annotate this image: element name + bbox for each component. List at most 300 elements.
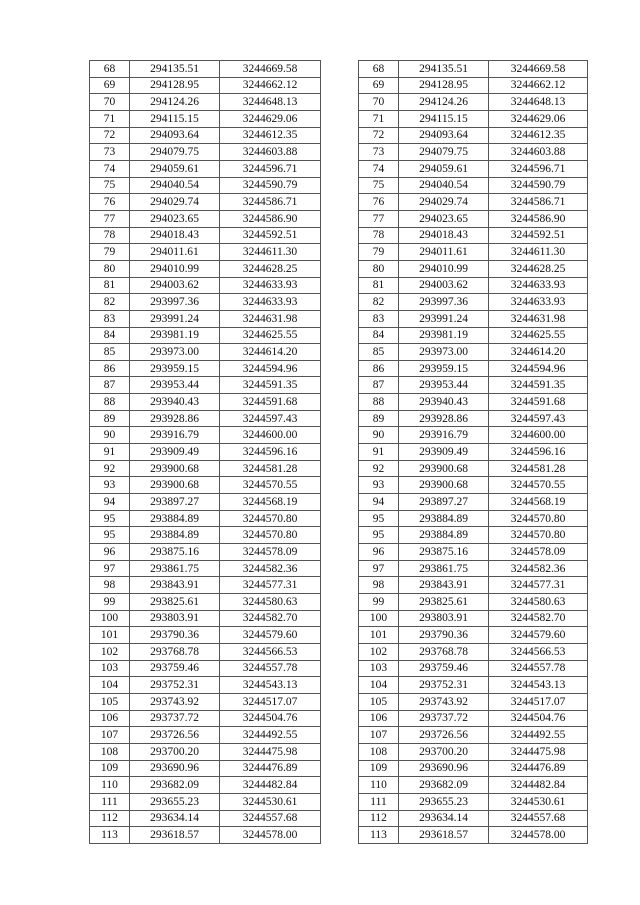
point-number-cell: 72 bbox=[359, 127, 399, 144]
point-number-cell: 70 bbox=[359, 94, 399, 111]
y-coordinate-cell: 3244596.71 bbox=[489, 160, 588, 177]
table-row bbox=[90, 827, 321, 844]
y-coordinate-cell: 3244581.28 bbox=[220, 460, 321, 477]
point-number-cell: 102 bbox=[90, 643, 130, 660]
point-number-cell: 71 bbox=[90, 110, 130, 127]
y-coordinate-cell: 3244577.31 bbox=[489, 577, 588, 594]
point-number-cell: 82 bbox=[359, 294, 399, 311]
x-coordinate-cell: 293726.56 bbox=[130, 727, 220, 744]
x-coordinate-cell: 293790.36 bbox=[399, 627, 489, 644]
x-coordinate-cell: 294124.26 bbox=[399, 94, 489, 111]
x-coordinate-cell: 294093.64 bbox=[399, 127, 489, 144]
x-coordinate-cell: 293897.27 bbox=[399, 494, 489, 511]
x-coordinate-cell: 293991.24 bbox=[399, 310, 489, 327]
table-row bbox=[359, 527, 588, 544]
point-number-cell: 86 bbox=[359, 360, 399, 377]
x-coordinate-cell: 294029.74 bbox=[130, 194, 220, 211]
point-number-cell: 106 bbox=[90, 710, 130, 727]
point-number-cell: 105 bbox=[90, 693, 130, 710]
point-number-cell: 74 bbox=[359, 160, 399, 177]
point-number-cell: 110 bbox=[359, 777, 399, 794]
point-number-cell: 111 bbox=[359, 793, 399, 810]
table-row bbox=[90, 627, 321, 644]
y-coordinate-cell: 3244492.55 bbox=[489, 727, 588, 744]
x-coordinate-cell: 293959.15 bbox=[130, 360, 220, 377]
table-row bbox=[359, 627, 588, 644]
table-row bbox=[359, 544, 588, 561]
table-row bbox=[90, 210, 321, 227]
table-row bbox=[90, 194, 321, 211]
table-row bbox=[90, 310, 321, 327]
x-coordinate-cell: 294010.99 bbox=[130, 260, 220, 277]
x-coordinate-cell: 293900.68 bbox=[130, 477, 220, 494]
x-coordinate-cell: 293634.14 bbox=[399, 810, 489, 827]
table-row bbox=[359, 177, 588, 194]
point-number-cell: 112 bbox=[90, 810, 130, 827]
table-row bbox=[359, 427, 588, 444]
y-coordinate-cell: 3244614.20 bbox=[220, 344, 321, 361]
y-coordinate-cell: 3244590.79 bbox=[489, 177, 588, 194]
y-coordinate-cell: 3244633.93 bbox=[220, 294, 321, 311]
point-number-cell: 104 bbox=[90, 677, 130, 694]
point-number-cell: 85 bbox=[359, 344, 399, 361]
x-coordinate-cell: 293682.09 bbox=[130, 777, 220, 794]
y-coordinate-cell: 3244579.60 bbox=[220, 627, 321, 644]
x-coordinate-cell: 294124.26 bbox=[130, 94, 220, 111]
x-coordinate-cell: 293959.15 bbox=[399, 360, 489, 377]
table-row bbox=[359, 810, 588, 827]
table-row bbox=[359, 710, 588, 727]
y-coordinate-cell: 3244629.06 bbox=[220, 110, 321, 127]
x-coordinate-cell: 293928.86 bbox=[130, 410, 220, 427]
table-row bbox=[359, 360, 588, 377]
x-coordinate-cell: 294011.61 bbox=[399, 244, 489, 261]
x-coordinate-cell: 293973.00 bbox=[130, 344, 220, 361]
point-number-cell: 110 bbox=[90, 777, 130, 794]
y-coordinate-cell: 3244625.55 bbox=[220, 327, 321, 344]
y-coordinate-cell: 3244476.89 bbox=[220, 760, 321, 777]
y-coordinate-cell: 3244612.35 bbox=[220, 127, 321, 144]
table-row bbox=[359, 344, 588, 361]
x-coordinate-cell: 293690.96 bbox=[399, 760, 489, 777]
point-number-cell: 79 bbox=[90, 244, 130, 261]
y-coordinate-cell: 3244504.76 bbox=[220, 710, 321, 727]
x-coordinate-cell: 293981.19 bbox=[399, 327, 489, 344]
y-coordinate-cell: 3244582.70 bbox=[220, 610, 321, 627]
table-row bbox=[90, 810, 321, 827]
x-coordinate-cell: 293790.36 bbox=[130, 627, 220, 644]
table-row bbox=[90, 693, 321, 710]
y-coordinate-cell: 3244492.55 bbox=[220, 727, 321, 744]
table-row bbox=[359, 277, 588, 294]
x-coordinate-cell: 293803.91 bbox=[130, 610, 220, 627]
point-number-cell: 94 bbox=[359, 494, 399, 511]
table-row bbox=[90, 244, 321, 261]
table-row bbox=[90, 610, 321, 627]
y-coordinate-cell: 3244628.25 bbox=[220, 260, 321, 277]
y-coordinate-cell: 3244530.61 bbox=[220, 793, 321, 810]
point-number-cell: 92 bbox=[359, 460, 399, 477]
x-coordinate-cell: 293981.19 bbox=[130, 327, 220, 344]
x-coordinate-cell: 293909.49 bbox=[399, 444, 489, 461]
table-row bbox=[90, 127, 321, 144]
y-coordinate-cell: 3244648.13 bbox=[489, 94, 588, 111]
x-coordinate-cell: 293884.89 bbox=[130, 527, 220, 544]
x-coordinate-cell: 293997.36 bbox=[130, 294, 220, 311]
x-coordinate-cell: 293861.75 bbox=[399, 560, 489, 577]
table-row bbox=[90, 94, 321, 111]
point-number-cell: 79 bbox=[359, 244, 399, 261]
point-number-cell: 95 bbox=[359, 527, 399, 544]
point-number-cell: 106 bbox=[359, 710, 399, 727]
table-row bbox=[359, 643, 588, 660]
table-row bbox=[90, 77, 321, 94]
point-number-cell: 78 bbox=[359, 227, 399, 244]
point-number-cell: 84 bbox=[359, 327, 399, 344]
y-coordinate-cell: 3244476.89 bbox=[489, 760, 588, 777]
x-coordinate-cell: 294018.43 bbox=[399, 227, 489, 244]
y-coordinate-cell: 3244557.78 bbox=[489, 660, 588, 677]
point-number-cell: 111 bbox=[90, 793, 130, 810]
y-coordinate-cell: 3244669.58 bbox=[489, 61, 588, 78]
x-coordinate-cell: 294079.75 bbox=[399, 144, 489, 161]
table-row bbox=[359, 560, 588, 577]
x-coordinate-cell: 294023.65 bbox=[399, 210, 489, 227]
x-coordinate-cell: 293768.78 bbox=[399, 643, 489, 660]
table-row bbox=[90, 594, 321, 611]
y-coordinate-cell: 3244633.93 bbox=[489, 294, 588, 311]
y-coordinate-cell: 3244614.20 bbox=[489, 344, 588, 361]
y-coordinate-cell: 3244586.90 bbox=[489, 210, 588, 227]
table-row bbox=[90, 144, 321, 161]
y-coordinate-cell: 3244557.78 bbox=[220, 660, 321, 677]
point-number-cell: 69 bbox=[359, 77, 399, 94]
y-coordinate-cell: 3244543.13 bbox=[489, 677, 588, 694]
table-row bbox=[90, 477, 321, 494]
table-row bbox=[359, 227, 588, 244]
x-coordinate-cell: 294023.65 bbox=[130, 210, 220, 227]
x-coordinate-cell: 294040.54 bbox=[399, 177, 489, 194]
x-coordinate-cell: 293953.44 bbox=[399, 377, 489, 394]
point-number-cell: 95 bbox=[90, 510, 130, 527]
point-number-cell: 104 bbox=[359, 677, 399, 694]
x-coordinate-cell: 293900.68 bbox=[399, 460, 489, 477]
table-row bbox=[359, 677, 588, 694]
y-coordinate-cell: 3244591.68 bbox=[489, 394, 588, 411]
y-coordinate-cell: 3244543.13 bbox=[220, 677, 321, 694]
y-coordinate-cell: 3244631.98 bbox=[489, 310, 588, 327]
y-coordinate-cell: 3244517.07 bbox=[220, 693, 321, 710]
table-row bbox=[90, 177, 321, 194]
table-row bbox=[359, 760, 588, 777]
y-coordinate-cell: 3244570.80 bbox=[489, 510, 588, 527]
point-number-cell: 107 bbox=[359, 727, 399, 744]
y-coordinate-cell: 3244475.98 bbox=[220, 743, 321, 760]
table-row bbox=[90, 360, 321, 377]
point-number-cell: 77 bbox=[359, 210, 399, 227]
table-row bbox=[359, 610, 588, 627]
table-row bbox=[90, 410, 321, 427]
table-row bbox=[90, 760, 321, 777]
point-number-cell: 109 bbox=[90, 760, 130, 777]
table-row bbox=[90, 460, 321, 477]
y-coordinate-cell: 3244596.16 bbox=[220, 444, 321, 461]
point-number-cell: 81 bbox=[90, 277, 130, 294]
point-number-cell: 75 bbox=[90, 177, 130, 194]
x-coordinate-cell: 294018.43 bbox=[130, 227, 220, 244]
point-number-cell: 100 bbox=[90, 610, 130, 627]
y-coordinate-cell: 3244596.16 bbox=[489, 444, 588, 461]
table-row bbox=[359, 327, 588, 344]
x-coordinate-cell: 294135.51 bbox=[130, 61, 220, 78]
point-number-cell: 80 bbox=[90, 260, 130, 277]
point-number-cell: 99 bbox=[90, 594, 130, 611]
x-coordinate-cell: 293618.57 bbox=[399, 827, 489, 844]
point-number-cell: 80 bbox=[359, 260, 399, 277]
x-coordinate-cell: 294059.61 bbox=[130, 160, 220, 177]
point-number-cell: 70 bbox=[90, 94, 130, 111]
point-number-cell: 90 bbox=[90, 427, 130, 444]
y-coordinate-cell: 3244592.51 bbox=[489, 227, 588, 244]
table-row bbox=[90, 727, 321, 744]
point-number-cell: 101 bbox=[90, 627, 130, 644]
x-coordinate-cell: 293655.23 bbox=[399, 793, 489, 810]
point-number-cell: 108 bbox=[359, 743, 399, 760]
table-row bbox=[359, 377, 588, 394]
y-coordinate-cell: 3244570.55 bbox=[489, 477, 588, 494]
y-coordinate-cell: 3244631.98 bbox=[220, 310, 321, 327]
table-row bbox=[90, 227, 321, 244]
y-coordinate-cell: 3244578.00 bbox=[220, 827, 321, 844]
y-coordinate-cell: 3244603.88 bbox=[489, 144, 588, 161]
point-number-cell: 100 bbox=[359, 610, 399, 627]
x-coordinate-cell: 293743.92 bbox=[399, 693, 489, 710]
point-number-cell: 109 bbox=[359, 760, 399, 777]
x-coordinate-cell: 293825.61 bbox=[399, 594, 489, 611]
point-number-cell: 86 bbox=[90, 360, 130, 377]
point-number-cell: 76 bbox=[90, 194, 130, 211]
point-number-cell: 76 bbox=[359, 194, 399, 211]
point-number-cell: 94 bbox=[90, 494, 130, 511]
table-row bbox=[359, 410, 588, 427]
y-coordinate-cell: 3244578.09 bbox=[220, 544, 321, 561]
y-coordinate-cell: 3244557.68 bbox=[220, 810, 321, 827]
table-row bbox=[359, 94, 588, 111]
x-coordinate-cell: 293726.56 bbox=[399, 727, 489, 744]
x-coordinate-cell: 293700.20 bbox=[399, 743, 489, 760]
point-number-cell: 103 bbox=[359, 660, 399, 677]
x-coordinate-cell: 293700.20 bbox=[130, 743, 220, 760]
y-coordinate-cell: 3244633.93 bbox=[220, 277, 321, 294]
table-row bbox=[90, 743, 321, 760]
x-coordinate-cell: 293843.91 bbox=[130, 577, 220, 594]
y-coordinate-cell: 3244577.31 bbox=[220, 577, 321, 594]
point-number-cell: 97 bbox=[90, 560, 130, 577]
table-row bbox=[359, 743, 588, 760]
x-coordinate-cell: 294115.15 bbox=[130, 110, 220, 127]
table-row bbox=[90, 577, 321, 594]
table-row bbox=[359, 510, 588, 527]
point-number-cell: 113 bbox=[90, 827, 130, 844]
x-coordinate-cell: 293825.61 bbox=[130, 594, 220, 611]
x-coordinate-cell: 294029.74 bbox=[399, 194, 489, 211]
y-coordinate-cell: 3244591.35 bbox=[489, 377, 588, 394]
point-number-cell: 84 bbox=[90, 327, 130, 344]
point-number-cell: 89 bbox=[359, 410, 399, 427]
table-row bbox=[359, 660, 588, 677]
coordinate-table-left bbox=[89, 60, 321, 844]
table-row bbox=[359, 777, 588, 794]
x-coordinate-cell: 293682.09 bbox=[399, 777, 489, 794]
point-number-cell: 93 bbox=[90, 477, 130, 494]
x-coordinate-cell: 293768.78 bbox=[130, 643, 220, 660]
table-row bbox=[359, 244, 588, 261]
x-coordinate-cell: 294011.61 bbox=[130, 244, 220, 261]
coordinate-table-left-body bbox=[90, 61, 321, 844]
point-number-cell: 78 bbox=[90, 227, 130, 244]
y-coordinate-cell: 3244625.55 bbox=[489, 327, 588, 344]
y-coordinate-cell: 3244566.53 bbox=[220, 643, 321, 660]
x-coordinate-cell: 294040.54 bbox=[130, 177, 220, 194]
x-coordinate-cell: 294135.51 bbox=[399, 61, 489, 78]
point-number-cell: 75 bbox=[359, 177, 399, 194]
y-coordinate-cell: 3244600.00 bbox=[220, 427, 321, 444]
table-row bbox=[359, 594, 588, 611]
table-row bbox=[90, 327, 321, 344]
x-coordinate-cell: 293900.68 bbox=[399, 477, 489, 494]
point-number-cell: 90 bbox=[359, 427, 399, 444]
point-number-cell: 96 bbox=[359, 544, 399, 561]
x-coordinate-cell: 293991.24 bbox=[130, 310, 220, 327]
x-coordinate-cell: 293940.43 bbox=[399, 394, 489, 411]
table-row bbox=[359, 144, 588, 161]
point-number-cell: 83 bbox=[359, 310, 399, 327]
point-number-cell: 97 bbox=[359, 560, 399, 577]
point-number-cell: 96 bbox=[90, 544, 130, 561]
point-number-cell: 101 bbox=[359, 627, 399, 644]
y-coordinate-cell: 3244648.13 bbox=[220, 94, 321, 111]
table-row bbox=[359, 194, 588, 211]
x-coordinate-cell: 293759.46 bbox=[399, 660, 489, 677]
x-coordinate-cell: 293916.79 bbox=[399, 427, 489, 444]
x-coordinate-cell: 293743.92 bbox=[130, 693, 220, 710]
table-row bbox=[90, 560, 321, 577]
y-coordinate-cell: 3244579.60 bbox=[489, 627, 588, 644]
x-coordinate-cell: 293634.14 bbox=[130, 810, 220, 827]
x-coordinate-cell: 294128.95 bbox=[399, 77, 489, 94]
y-coordinate-cell: 3244594.96 bbox=[220, 360, 321, 377]
point-number-cell: 105 bbox=[359, 693, 399, 710]
x-coordinate-cell: 293897.27 bbox=[130, 494, 220, 511]
x-coordinate-cell: 293953.44 bbox=[130, 377, 220, 394]
point-number-cell: 74 bbox=[90, 160, 130, 177]
point-number-cell: 102 bbox=[359, 643, 399, 660]
y-coordinate-cell: 3244581.28 bbox=[489, 460, 588, 477]
point-number-cell: 71 bbox=[359, 110, 399, 127]
x-coordinate-cell: 294128.95 bbox=[130, 77, 220, 94]
table-row bbox=[90, 510, 321, 527]
x-coordinate-cell: 293875.16 bbox=[399, 544, 489, 561]
table-row bbox=[90, 160, 321, 177]
y-coordinate-cell: 3244611.30 bbox=[220, 244, 321, 261]
table-row bbox=[90, 394, 321, 411]
x-coordinate-cell: 293752.31 bbox=[130, 677, 220, 694]
y-coordinate-cell: 3244586.71 bbox=[489, 194, 588, 211]
table-row bbox=[90, 777, 321, 794]
x-coordinate-cell: 293928.86 bbox=[399, 410, 489, 427]
table-row bbox=[90, 544, 321, 561]
y-coordinate-cell: 3244592.51 bbox=[220, 227, 321, 244]
table-row bbox=[359, 160, 588, 177]
y-coordinate-cell: 3244590.79 bbox=[220, 177, 321, 194]
y-coordinate-cell: 3244566.53 bbox=[489, 643, 588, 660]
point-number-cell: 92 bbox=[90, 460, 130, 477]
x-coordinate-cell: 294003.62 bbox=[130, 277, 220, 294]
point-number-cell: 91 bbox=[90, 444, 130, 461]
point-number-cell: 81 bbox=[359, 277, 399, 294]
point-number-cell: 69 bbox=[90, 77, 130, 94]
x-coordinate-cell: 293909.49 bbox=[130, 444, 220, 461]
y-coordinate-cell: 3244578.00 bbox=[489, 827, 588, 844]
y-coordinate-cell: 3244482.84 bbox=[489, 777, 588, 794]
y-coordinate-cell: 3244582.36 bbox=[220, 560, 321, 577]
point-number-cell: 68 bbox=[359, 61, 399, 78]
y-coordinate-cell: 3244596.71 bbox=[220, 160, 321, 177]
point-number-cell: 107 bbox=[90, 727, 130, 744]
y-coordinate-cell: 3244568.19 bbox=[220, 494, 321, 511]
table-row bbox=[359, 394, 588, 411]
point-number-cell: 98 bbox=[90, 577, 130, 594]
x-coordinate-cell: 293940.43 bbox=[130, 394, 220, 411]
x-coordinate-cell: 294093.64 bbox=[130, 127, 220, 144]
table-row bbox=[359, 61, 588, 78]
y-coordinate-cell: 3244582.70 bbox=[489, 610, 588, 627]
x-coordinate-cell: 293618.57 bbox=[130, 827, 220, 844]
table-row bbox=[359, 310, 588, 327]
table-row bbox=[359, 127, 588, 144]
x-coordinate-cell: 293843.91 bbox=[399, 577, 489, 594]
x-coordinate-cell: 294115.15 bbox=[399, 110, 489, 127]
x-coordinate-cell: 293655.23 bbox=[130, 793, 220, 810]
table-row bbox=[359, 827, 588, 844]
point-number-cell: 103 bbox=[90, 660, 130, 677]
table-row bbox=[90, 277, 321, 294]
y-coordinate-cell: 3244504.76 bbox=[489, 710, 588, 727]
table-row bbox=[359, 110, 588, 127]
point-number-cell: 91 bbox=[359, 444, 399, 461]
point-number-cell: 88 bbox=[90, 394, 130, 411]
point-number-cell: 98 bbox=[359, 577, 399, 594]
table-row bbox=[90, 344, 321, 361]
x-coordinate-cell: 293690.96 bbox=[130, 760, 220, 777]
x-coordinate-cell: 293737.72 bbox=[399, 710, 489, 727]
x-coordinate-cell: 293752.31 bbox=[399, 677, 489, 694]
table-row bbox=[90, 660, 321, 677]
point-number-cell: 87 bbox=[90, 377, 130, 394]
y-coordinate-cell: 3244475.98 bbox=[489, 743, 588, 760]
table-row bbox=[359, 577, 588, 594]
x-coordinate-cell: 293737.72 bbox=[130, 710, 220, 727]
table-row bbox=[359, 294, 588, 311]
table-row bbox=[359, 793, 588, 810]
y-coordinate-cell: 3244530.61 bbox=[489, 793, 588, 810]
table-row bbox=[359, 727, 588, 744]
y-coordinate-cell: 3244557.68 bbox=[489, 810, 588, 827]
y-coordinate-cell: 3244570.80 bbox=[220, 527, 321, 544]
x-coordinate-cell: 294059.61 bbox=[399, 160, 489, 177]
table-row bbox=[359, 210, 588, 227]
table-row bbox=[90, 260, 321, 277]
